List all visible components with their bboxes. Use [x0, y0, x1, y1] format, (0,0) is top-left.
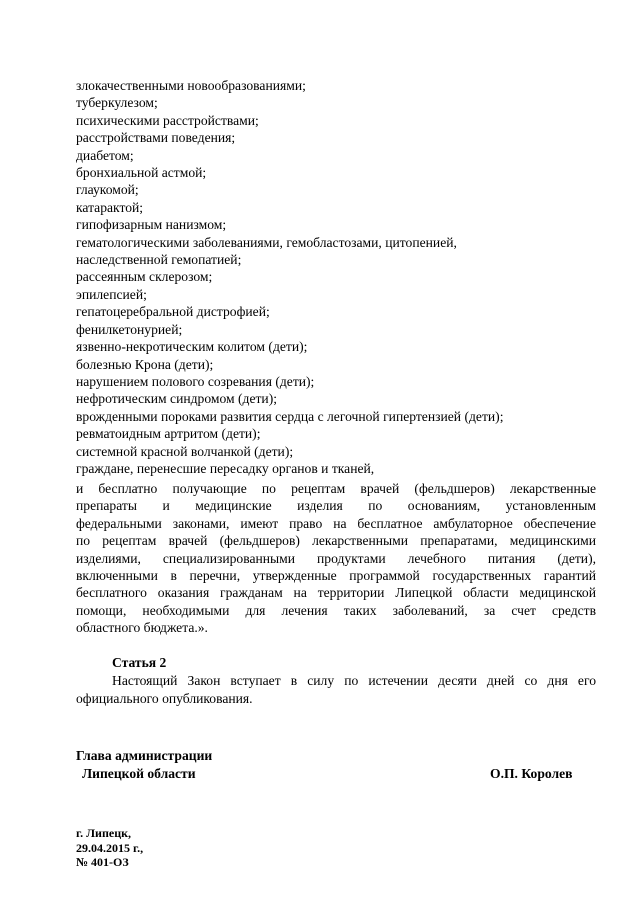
- disease-list: [76, 77, 596, 477]
- list-item: расстройствами поведения;: [76, 130, 236, 146]
- meta-date: 29.04.2015 г.,: [76, 840, 144, 855]
- list-item: рассеянным склерозом;: [76, 269, 213, 285]
- meta-city: г. Липецк,: [76, 826, 132, 840]
- signatory-name: О.П. Королев: [490, 766, 573, 781]
- list-item: гематологическими заболеваниями, гемобластозами, цитопенией,: [76, 234, 457, 250]
- meta-number: № 401-ОЗ: [76, 855, 129, 869]
- signatory-position: Глава администрации: [76, 748, 213, 763]
- paragraph-line: изделиями, специализированными продуктами лечебного питания (дети),: [76, 550, 596, 566]
- paragraph-line: препараты и медицинские изделия по основаниям, установленным: [76, 498, 596, 514]
- list-item: эпилепсией;: [76, 286, 147, 302]
- paragraph-line: помощи, необходимыми для лечения таких заболеваний, за счет средств: [76, 602, 596, 618]
- article-body: [76, 672, 596, 708]
- document-meta: [76, 826, 143, 870]
- list-item: злокачественными новообразованиями;: [76, 78, 306, 93]
- entitlement-paragraph: [76, 480, 596, 637]
- list-item: туберкулезом;: [76, 95, 158, 111]
- list-item: диабетом;: [76, 147, 134, 163]
- paragraph-line: по рецептам врачей (фельдшеров) лекарственными препаратами, медицинскими: [76, 533, 596, 549]
- list-item: фенилкетонурией;: [76, 321, 183, 337]
- list-item: бронхиальной астмой;: [76, 165, 207, 181]
- signatory-region: Липецкой области: [82, 766, 196, 781]
- paragraph-line: областного бюджета.».: [76, 620, 208, 636]
- list-item: ревматоидным артритом (дети);: [76, 426, 261, 442]
- list-item: граждане, перенесшие пересадку органов и тканей,: [76, 460, 375, 476]
- list-item: глаукомой;: [76, 182, 139, 198]
- list-item: врожденными пороками развития сердца с легочной гипертензией (дети);: [76, 408, 504, 424]
- paragraph-line: и бесплатно получающие по рецептам врачей (фельдшеров) лекарственные: [76, 481, 596, 496]
- paragraph-line: федеральными законами, имеют право на бесплатное амбулаторное обеспечение: [76, 515, 596, 531]
- list-item: гепатоцеребральной дистрофией;: [76, 304, 270, 320]
- list-item: нефротическим синдромом (дети);: [76, 391, 278, 407]
- article-title: Статья 2: [112, 655, 167, 670]
- paragraph-line: бесплатного оказания гражданам на территории Липецкой области медицинской: [76, 585, 596, 601]
- article-line: официального опубликования.: [76, 691, 253, 706]
- list-item: гипофизарным нанизмом;: [76, 217, 227, 233]
- list-item: болезнью Крона (дети);: [76, 356, 214, 372]
- list-item: нарушением полового созревания (дети);: [76, 373, 315, 389]
- paragraph-line: включенными в перечни, утвержденные программой государственных гарантий: [76, 568, 596, 584]
- list-item: язвенно-некротическим колитом (дети);: [76, 339, 308, 355]
- list-item: катарактой;: [76, 199, 144, 215]
- list-item: наследственной гемопатией;: [76, 252, 242, 268]
- list-item: системной красной волчанкой (дети);: [76, 443, 294, 459]
- article-line: Настоящий Закон вступает в силу по истечении десяти дней со дня его: [112, 673, 596, 688]
- list-item: психическими расстройствами;: [76, 112, 259, 128]
